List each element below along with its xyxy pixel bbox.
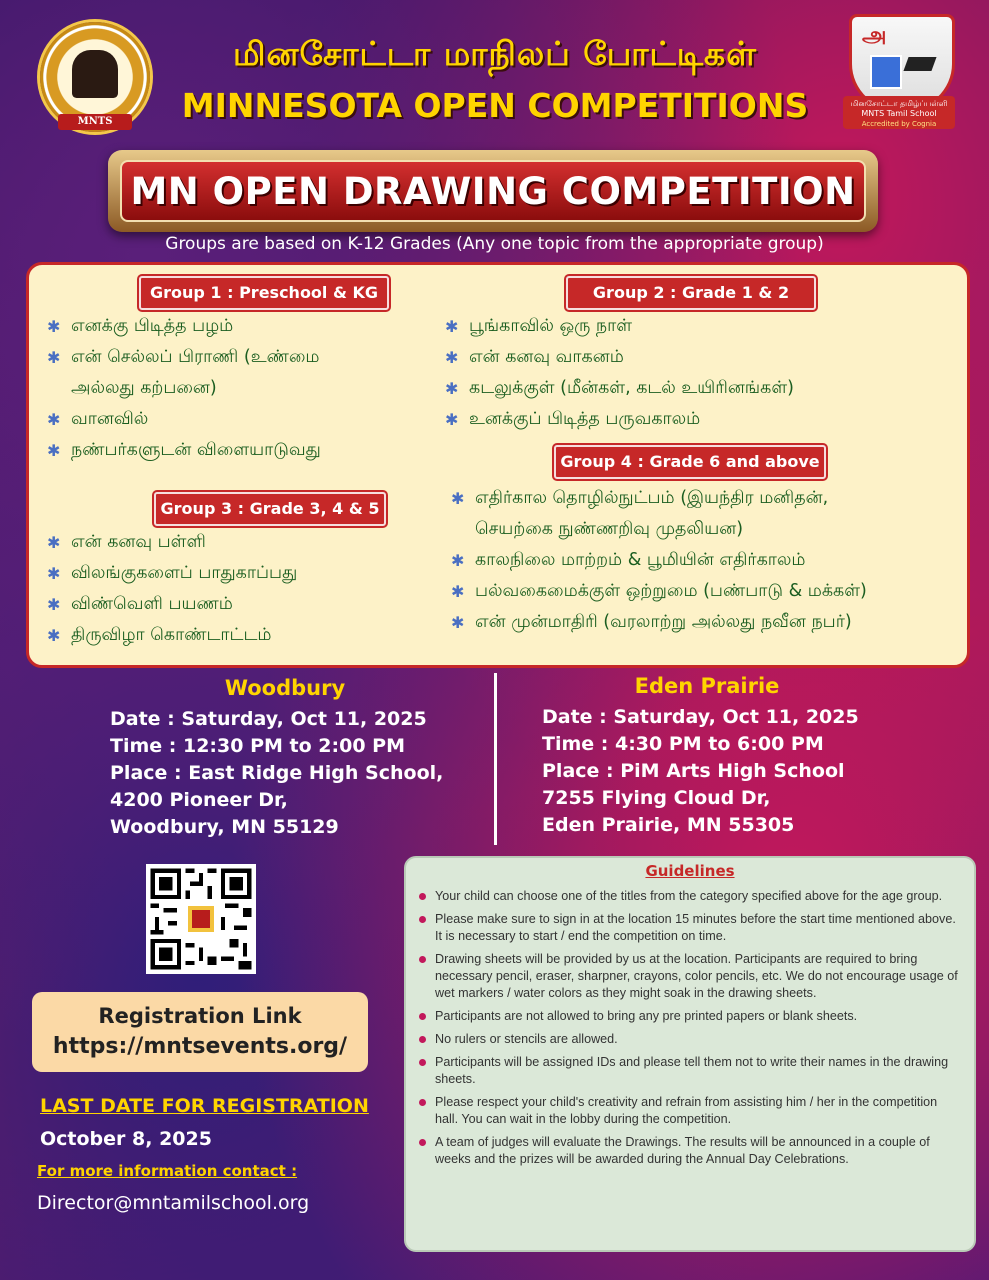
registration-label: Registration Link xyxy=(98,1004,302,1028)
asterisk-icon: ✱ xyxy=(445,348,459,367)
list-item: No rulers or stencils are allowed. xyxy=(416,1031,961,1048)
list-item: Participants are not allowed to bring any pre printed papers or blank sheets. xyxy=(416,1008,961,1025)
competition-title: MN OPEN DRAWING COMPETITION xyxy=(130,169,856,213)
mnts-logo xyxy=(40,22,150,132)
list-item: Participants will be assigned IDs and please tell them not to write their names in the drawing sheets. xyxy=(416,1054,961,1088)
list-item: Your child can choose one of the titles from the category specified above for the age group. xyxy=(416,888,961,905)
asterisk-icon: ✱ xyxy=(445,410,459,429)
asterisk-icon: ✱ xyxy=(47,348,61,367)
groups-panel xyxy=(26,262,970,668)
tamil-school-logo xyxy=(843,14,955,132)
group-2-label: Group 2 : Grade 1 & 2 xyxy=(566,276,816,310)
asterisk-icon: ✱ xyxy=(47,595,61,614)
list-item: ✱ என் கனவு பள்ளி xyxy=(43,527,453,558)
guidelines-list xyxy=(416,888,961,1174)
list-item: ✱ என் கனவு வாகனம் xyxy=(441,342,951,373)
list-item: Please respect your child's creativity and refrain from assisting him / her in the competition hall. You can wait in the lobby during the competition. xyxy=(416,1094,961,1128)
statue-icon xyxy=(72,50,118,98)
list-item: Please make sure to sign in at the location 15 minutes before the start time mentioned above. It is necessary to start / end the competition on time. xyxy=(416,911,961,945)
list-item: ✱ என் செல்லப் பிராணி (உண்மை xyxy=(43,342,453,373)
location-eden-prairie-title: Eden Prairie xyxy=(634,674,780,698)
group-1-label: Group 1 : Preschool & KG xyxy=(139,276,389,310)
asterisk-icon: ✱ xyxy=(47,441,61,460)
location-eden-prairie-details: Date : Saturday, Oct 11, 2025 Time : 4:30 PM to 6:00 PM Place : PiM Arts High School 7255 Flying Cloud Dr, Eden Prairie, MN 55305 xyxy=(542,706,859,836)
list-item: ✱ என் முன்மாதிரி (வரலாற்று அல்லது நவீன நபர்) xyxy=(447,607,957,638)
competition-subtitle: Groups are based on K-12 Grades (Any one topic from the appropriate group) xyxy=(165,234,824,254)
asterisk-icon: ✱ xyxy=(451,613,465,632)
asterisk-icon: ✱ xyxy=(47,410,61,429)
last-date-value: October 8, 2025 xyxy=(40,1128,212,1150)
qr-code-icon[interactable] xyxy=(146,864,256,974)
contact-label: For more information contact : xyxy=(37,1162,298,1180)
list-item: ✱ நண்பர்களுடன் விளையாடுவது xyxy=(43,435,453,466)
asterisk-icon: ✱ xyxy=(451,582,465,601)
group-4-label: Group 4 : Grade 6 and above xyxy=(554,445,826,479)
group-2-topics xyxy=(441,311,951,435)
list-item: ✱ உனக்குப் பிடித்த பருவகாலம் xyxy=(441,404,951,435)
location-woodbury-title: Woodbury xyxy=(224,676,346,700)
list-item: ✱ திருவிழா கொண்டாட்டம் xyxy=(43,620,453,651)
group-3-label: Group 3 : Grade 3, 4 & 5 xyxy=(154,492,386,526)
list-item: ✱ வானவில் xyxy=(43,404,453,435)
list-item: ✱ எனக்கு பிடித்த பழம் xyxy=(43,311,453,342)
asterisk-icon: ✱ xyxy=(47,626,61,645)
list-item: ✱ விண்வெளி பயணம் xyxy=(43,589,453,620)
location-divider xyxy=(494,673,497,845)
asterisk-icon: ✱ xyxy=(451,551,465,570)
shield-icon: அ xyxy=(849,14,955,114)
competition-banner xyxy=(108,150,878,232)
asterisk-icon: ✱ xyxy=(445,317,459,336)
list-item: ✱ கடலுக்குள் (மீன்கள், கடல் உயிரினங்கள்) xyxy=(441,373,951,404)
asterisk-icon: ✱ xyxy=(445,379,459,398)
list-item: Drawing sheets will be provided by us at the location. Participants are required to bring necessary pencil, eraser, sharpner, crayons, color pencils, etc. We do not encourage usage of wet markers / water colors as they might soak in the drawing sheets. xyxy=(416,951,961,1002)
group-1-topics xyxy=(43,311,453,466)
list-item: அல்லது கற்பனை) xyxy=(71,378,217,398)
group-4-topics xyxy=(447,483,957,638)
list-item: ✱ எதிர்கால தொழில்நுட்பம் (இயந்திர மனிதன், xyxy=(447,483,957,514)
registration-link[interactable]: https://mntsevents.org/ xyxy=(52,1034,348,1059)
list-item: ✱ விலங்குகளைப் பாதுகாப்பது xyxy=(43,558,453,589)
logo-right-banner: மினசோட்டா தமிழ்ப்பள்ளி MNTS Tamil School Accredited by Cognia xyxy=(843,96,955,129)
title-english: MINNESOTA OPEN COMPETITIONS xyxy=(181,86,809,125)
asterisk-icon: ✱ xyxy=(47,317,61,336)
guidelines-panel xyxy=(404,856,976,1252)
title-tamil: மினசோட்டா மாநிலப் போட்டிகள் xyxy=(233,34,757,73)
asterisk-icon: ✱ xyxy=(451,489,465,508)
list-item: ✱ காலநிலை மாற்றம் & பூமியின் எதிர்காலம் xyxy=(447,545,957,576)
location-woodbury-details: Date : Saturday, Oct 11, 2025 Time : 12:30 PM to 2:00 PM Place : East Ridge High School, 4200 Pioneer Dr, Woodbury, MN 55129 xyxy=(110,708,444,838)
book-icon xyxy=(870,55,902,89)
group-3-topics xyxy=(43,527,453,651)
contact-email[interactable]: Director@mntamilschool.org xyxy=(37,1192,310,1214)
list-item: ✱ பூங்காவில் ஒரு நாள் xyxy=(441,311,951,342)
asterisk-icon: ✱ xyxy=(47,564,61,583)
asterisk-icon: ✱ xyxy=(47,533,61,552)
list-item: ✱ பல்வகைமைக்குள் ஒற்றுமை (பண்பாடு & மக்கள்) xyxy=(447,576,957,607)
guidelines-title: Guidelines xyxy=(645,862,735,880)
last-date-label: LAST DATE FOR REGISTRATION xyxy=(40,1095,369,1117)
list-item: A team of judges will evaluate the Drawings. The results will be announced in a couple of weeks and the prizes will be awarded during the Annual Day Celebrations. xyxy=(416,1134,961,1168)
list-item: செயற்கை நுண்ணறிவு முதலியன) xyxy=(475,519,744,539)
logo-left-text: MNTS xyxy=(58,114,132,130)
registration-box xyxy=(32,992,368,1072)
graduation-cap-icon xyxy=(903,57,936,71)
